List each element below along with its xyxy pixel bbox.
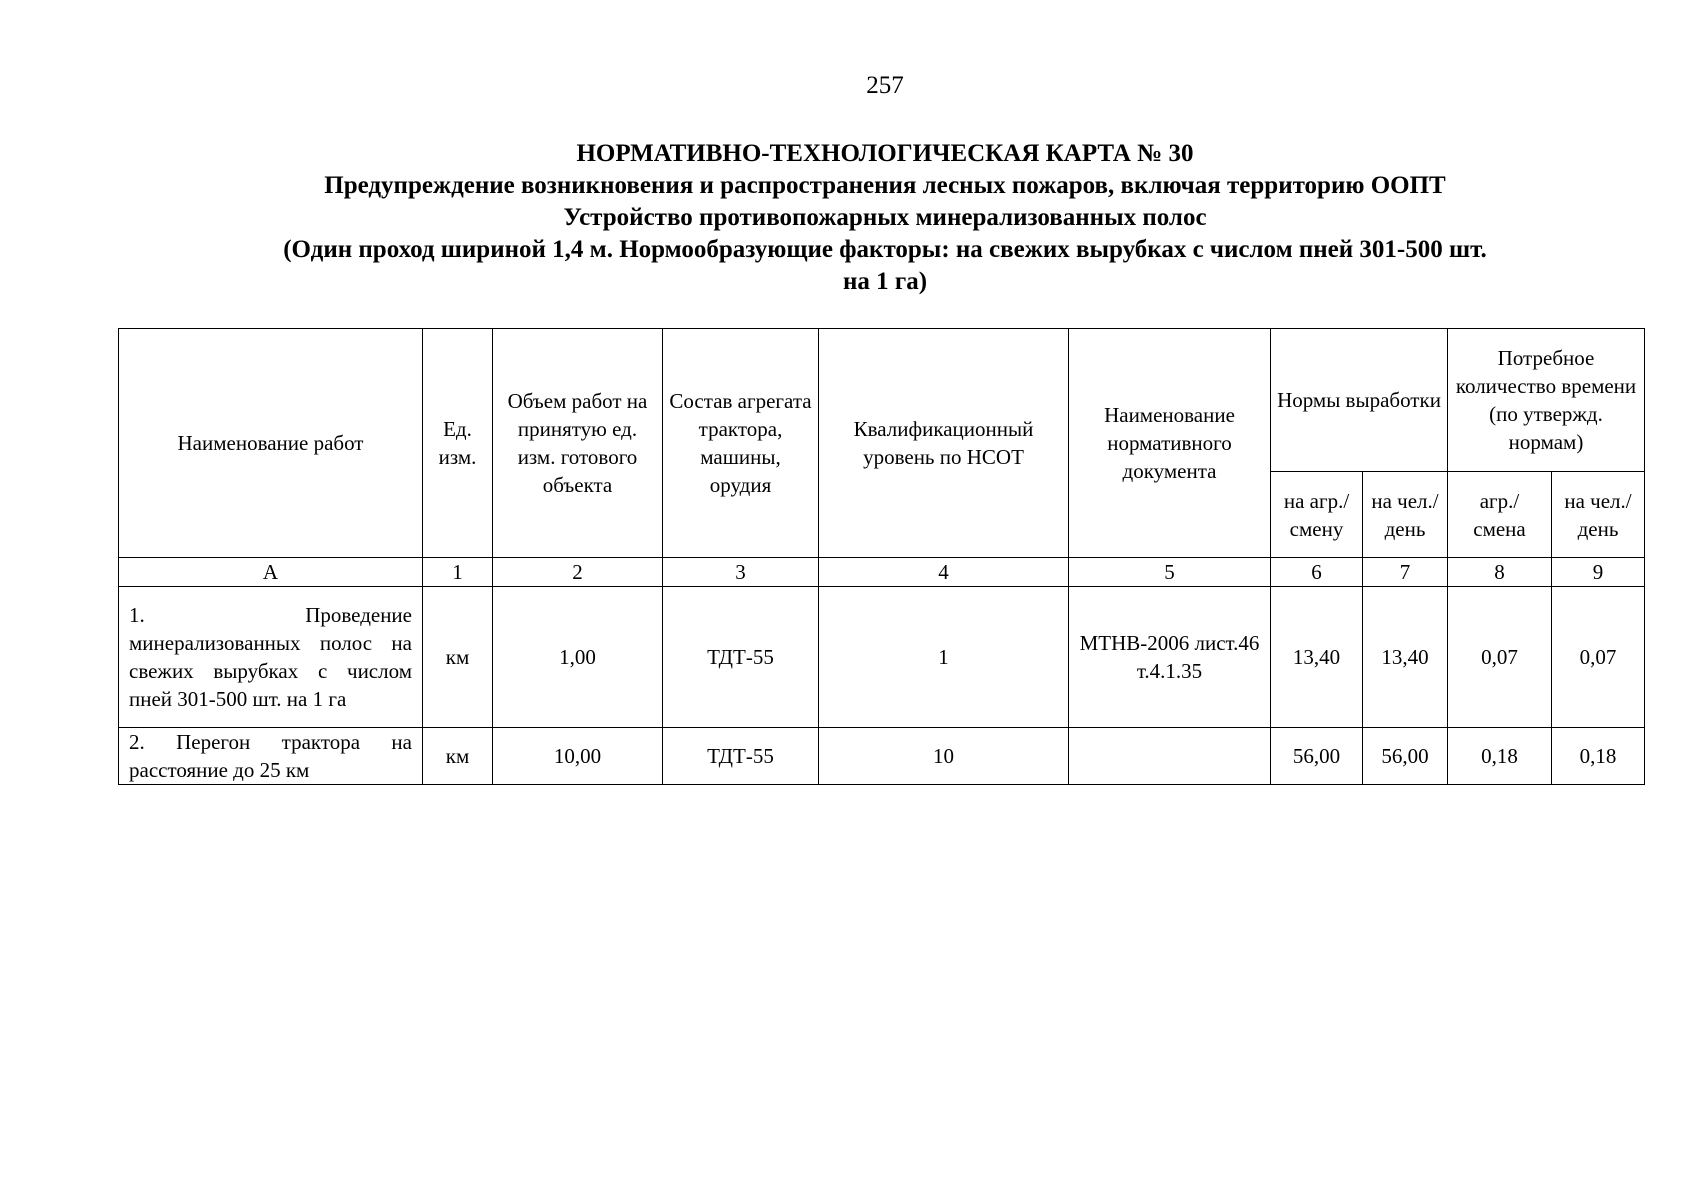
cell-document [1069,728,1271,785]
cell-qualification: 10 [819,728,1069,785]
cell-volume: 10,00 [493,728,663,785]
cell-unit: км [423,587,493,728]
column-index-cell: 3 [663,558,819,587]
table-row [119,728,1645,785]
header-document: Наименование нормативного документа [1069,329,1271,558]
header-volume: Объем работ на принятую ед. изм. готового объекта [493,329,663,558]
header-time-required: Потребное количество времени (по утвержд. нормам) [1448,329,1645,472]
cell-time-per-person: 0,07 [1552,587,1645,728]
header-time-per-person: на чел./ день [1552,472,1645,558]
title-line-5: на 1 га) [842,268,928,295]
cell-time-per-agg: 0,07 [1448,587,1552,728]
cell-work-name: 2. Перегон трактора на расстояние до 25 км [119,728,423,785]
column-index-cell: 9 [1552,558,1645,587]
title-line-1: НОРМАТИВНО-ТЕХНОЛОГИЧЕСКАЯ КАРТА № 30 [576,140,1194,167]
cell-output-per-person: 13,40 [1363,587,1448,728]
header-output-norms: Нормы выработки [1271,329,1448,472]
column-index-cell: 2 [493,558,663,587]
header-qualification: Квалификационный уровень по НСОТ [819,329,1069,558]
cell-output-per-person: 56,00 [1363,728,1448,785]
page-number: 257 [866,72,904,99]
header-row [119,329,1645,472]
norms-table [118,328,1645,785]
cell-output-per-agg: 13,40 [1271,587,1363,728]
table-row [119,587,1645,728]
title-line-2: Предупреждение возникновения и распространения лесных пожаров, включая территорию ООПТ [324,172,1446,199]
header-unit: Ед. изм. [423,329,493,558]
header-time-per-agg: агр./ смена [1448,472,1552,558]
title-line-3: Устройство противопожарных минерализованных полос [563,204,1207,231]
cell-volume: 1,00 [493,587,663,728]
column-index-cell: 8 [1448,558,1552,587]
header-work-name: Наименование работ [119,329,423,558]
header-output-per-person: на чел./ день [1363,472,1448,558]
cell-time-per-person: 0,18 [1552,728,1645,785]
cell-qualification: 1 [819,587,1069,728]
cell-document: МТНВ-2006 лист.46 т.4.1.35 [1069,587,1271,728]
cell-output-per-agg: 56,00 [1271,728,1363,785]
column-index-cell: 6 [1271,558,1363,587]
cell-unit: км [423,728,493,785]
cell-composition: ТДТ-55 [663,728,819,785]
column-index-cell: 7 [1363,558,1448,587]
cell-composition: ТДТ-55 [663,587,819,728]
cell-work-name: 1. Проведение минерализованных полос на свежих вырубках с числом пней 301-500 шт. на 1 га [119,587,423,728]
header-composition: Состав агрегата трактора, машины, орудия [663,329,819,558]
title-line-4: (Один проход шириной 1,4 м. Нормообразующие факторы: на свежих вырубках с числом пней 301-500 шт. [283,236,1487,263]
column-index-row [119,558,1645,587]
cell-time-per-agg: 0,18 [1448,728,1552,785]
document-title [0,138,1697,298]
column-index-cell: 1 [423,558,493,587]
column-index-cell: А [119,558,423,587]
column-index-cell: 5 [1069,558,1271,587]
header-output-per-agg: на агр./ смену [1271,472,1363,558]
column-index-cell: 4 [819,558,1069,587]
